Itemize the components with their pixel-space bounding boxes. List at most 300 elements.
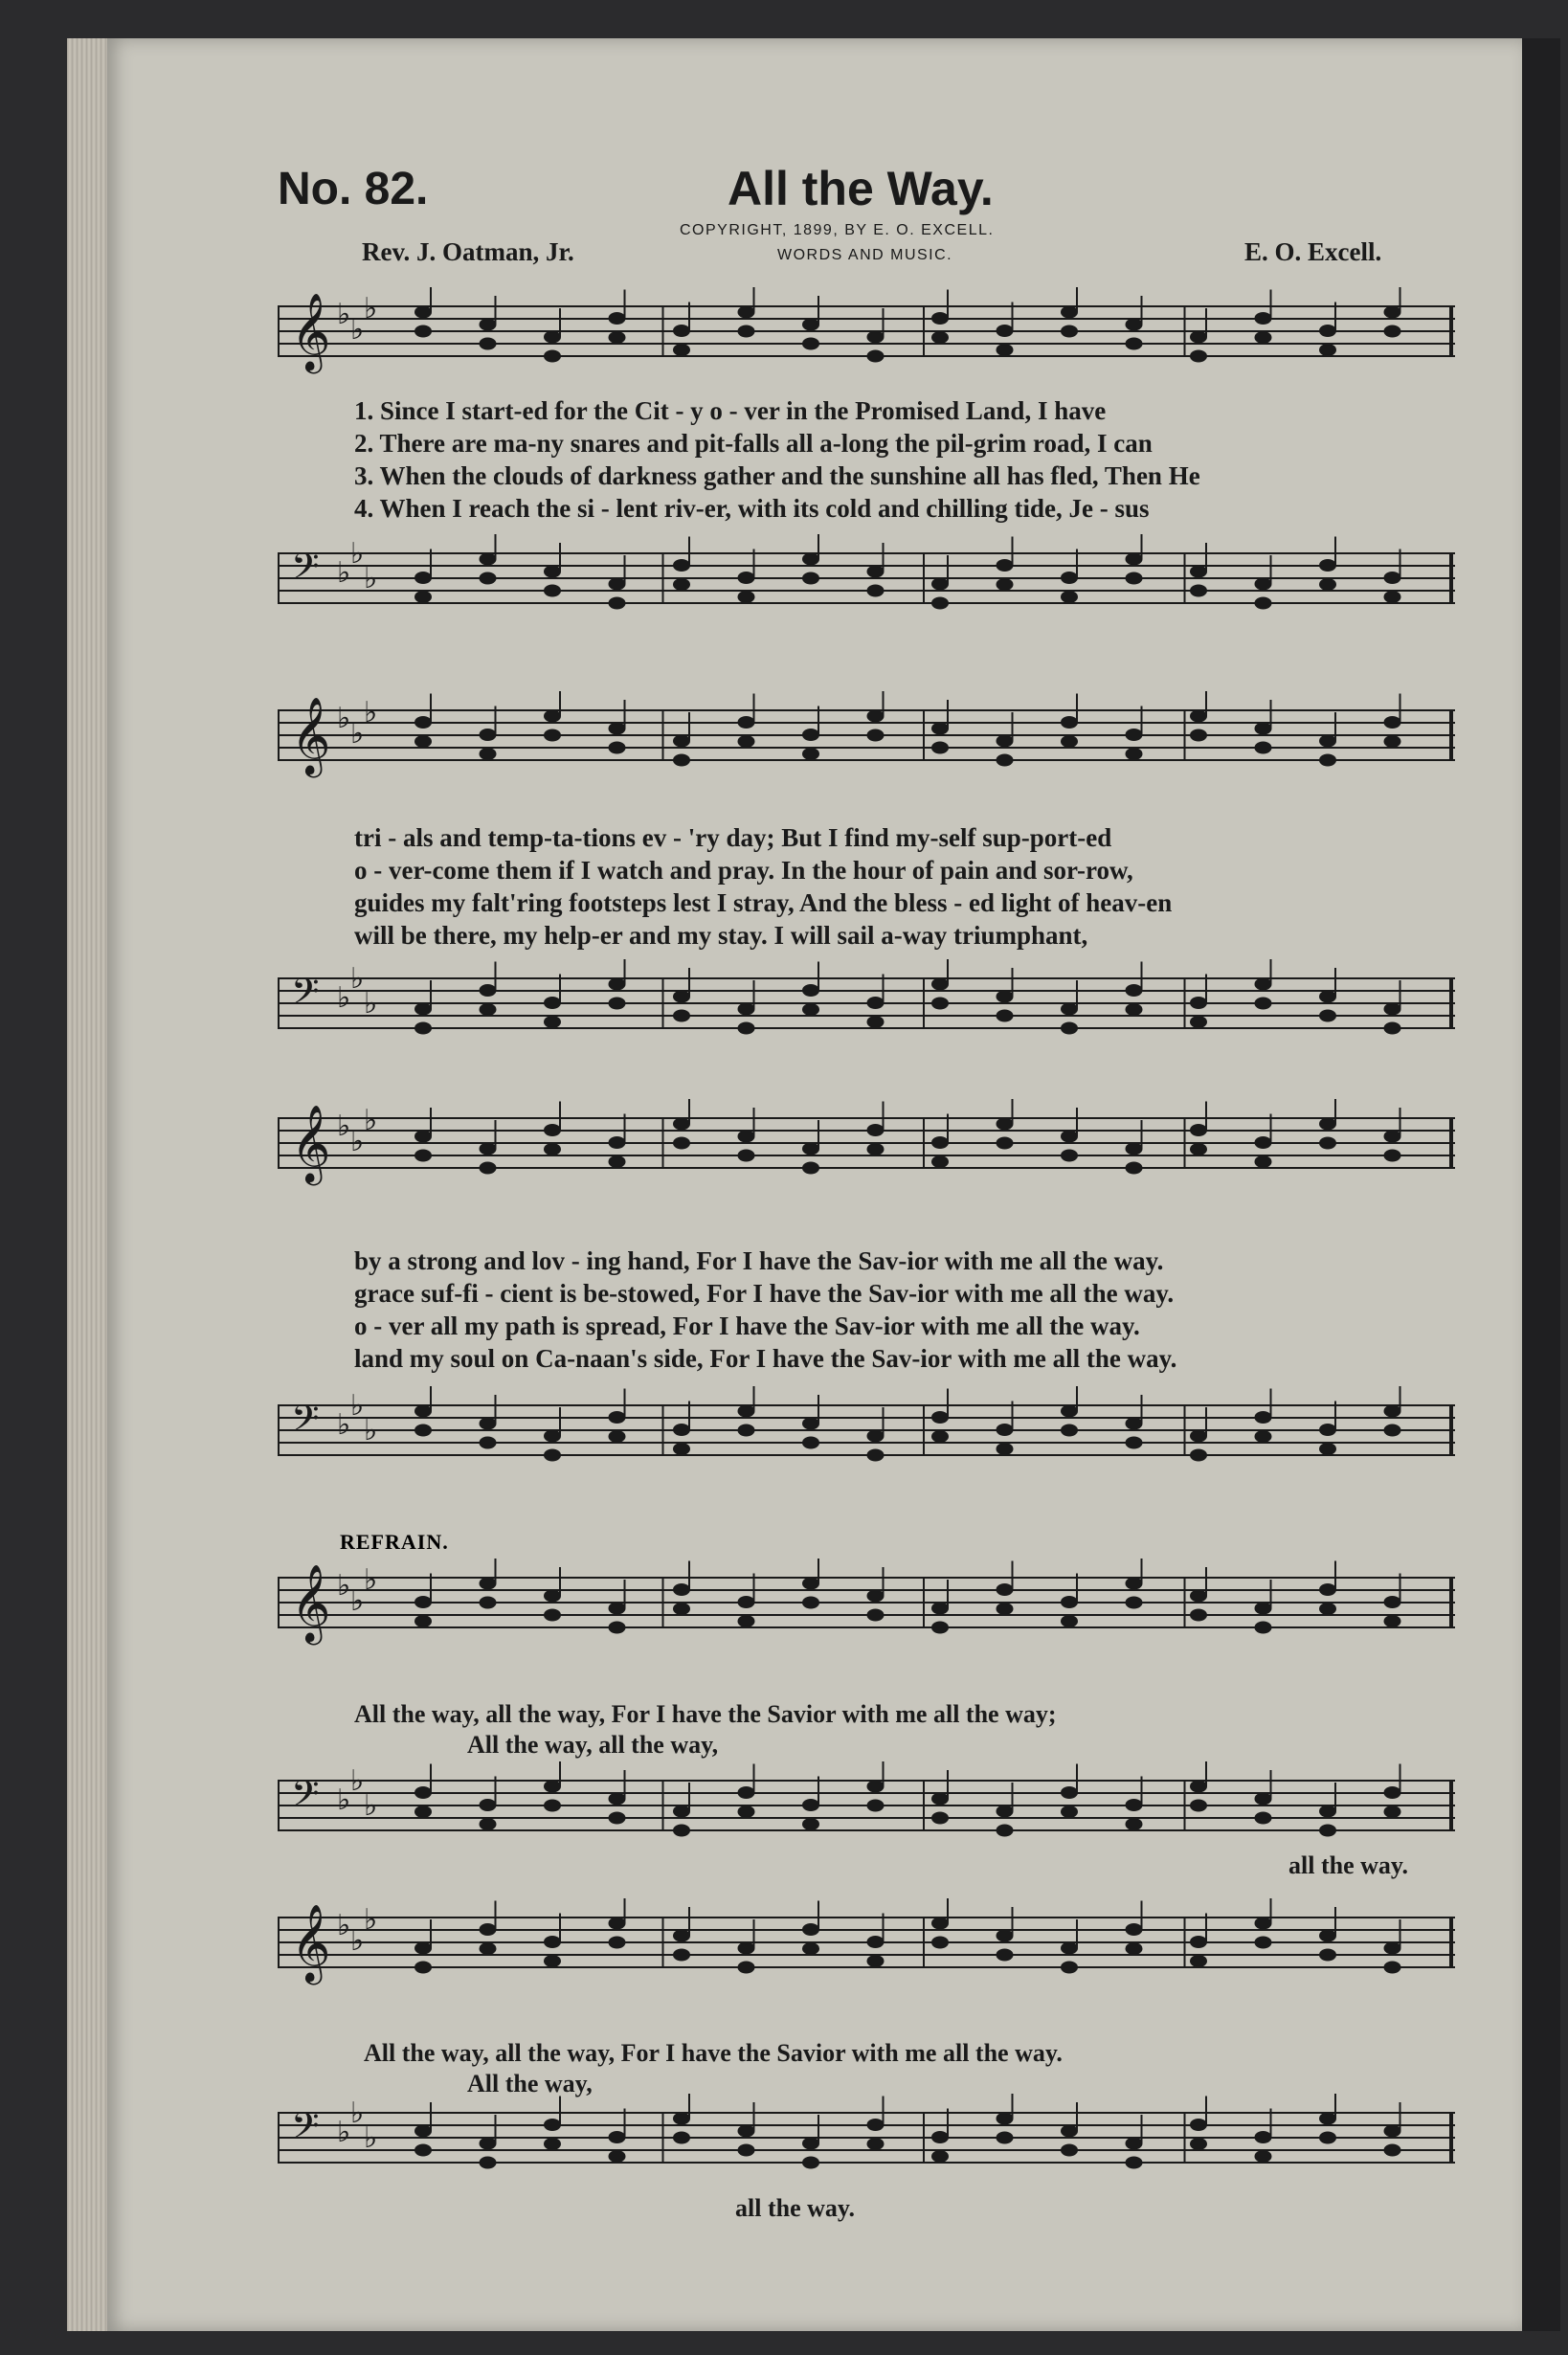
note-head bbox=[544, 350, 561, 363]
note-head bbox=[1190, 1143, 1207, 1155]
treble-clef-icon: 𝄞 bbox=[291, 1104, 331, 1182]
note-head bbox=[1384, 1150, 1401, 1162]
treble-staff bbox=[278, 1898, 1455, 1994]
note-head bbox=[1061, 1962, 1078, 1974]
note-head bbox=[673, 1603, 690, 1615]
note-head bbox=[673, 2113, 690, 2125]
note-head bbox=[609, 1918, 626, 1930]
note-head bbox=[997, 1930, 1014, 1942]
note-head bbox=[1126, 1923, 1143, 1936]
note-head bbox=[1255, 1411, 1272, 1424]
note-head bbox=[480, 553, 497, 566]
note-head bbox=[738, 2125, 755, 2138]
note-head bbox=[738, 306, 755, 319]
note-head bbox=[1319, 578, 1336, 591]
note-head bbox=[867, 350, 885, 363]
flat-icon: ♭ bbox=[350, 537, 365, 571]
flat-icon: ♭ bbox=[364, 696, 378, 729]
note-head bbox=[480, 1578, 497, 1590]
note-head bbox=[1319, 325, 1336, 337]
copyright-words-music: WORDS AND MUSIC. bbox=[777, 247, 953, 263]
note-head bbox=[673, 1443, 690, 1455]
note-head bbox=[673, 991, 690, 1003]
note-head bbox=[1061, 1942, 1078, 1955]
note-head bbox=[1319, 735, 1336, 748]
note-head bbox=[480, 1162, 497, 1175]
note-head bbox=[1126, 984, 1143, 997]
note-head bbox=[673, 2132, 690, 2144]
note-head bbox=[673, 559, 690, 572]
note-head bbox=[1255, 597, 1272, 610]
note-head bbox=[414, 1003, 432, 1016]
note-head bbox=[867, 997, 885, 1009]
note-head bbox=[1384, 1942, 1401, 1955]
note-head bbox=[738, 735, 755, 748]
verse-line: tri - als and temp-ta-tions ev - 'ry day; But I find my-self sup-port-ed bbox=[354, 823, 1112, 852]
book-spine-shadow bbox=[1522, 38, 1560, 2331]
note-head bbox=[997, 325, 1014, 337]
hymn-author: Rev. J. Oatman, Jr. bbox=[362, 237, 574, 266]
note-head bbox=[414, 1615, 432, 1627]
note-head bbox=[802, 1942, 819, 1955]
note-head bbox=[1319, 1806, 1336, 1818]
note-head bbox=[673, 1949, 690, 1962]
flat-icon: ♭ bbox=[337, 1408, 351, 1442]
note-head bbox=[1190, 997, 1207, 1009]
note-head bbox=[1255, 1136, 1272, 1149]
note-head bbox=[1190, 1124, 1207, 1136]
verse-line: 4. When I reach the si - lent riv-er, with its cold and chilling tide, Je - sus bbox=[354, 494, 1150, 523]
note-head bbox=[867, 2138, 885, 2150]
note-head bbox=[1384, 1596, 1401, 1608]
note-head bbox=[414, 1596, 432, 1608]
flat-icon: ♭ bbox=[350, 2097, 365, 2130]
note-head bbox=[1126, 572, 1143, 585]
note-head bbox=[802, 338, 819, 350]
note-head bbox=[414, 1424, 432, 1437]
note-head bbox=[802, 319, 819, 331]
note-head bbox=[414, 1405, 432, 1418]
note-head bbox=[931, 2150, 949, 2163]
note-head bbox=[1126, 1437, 1143, 1449]
flat-icon: ♭ bbox=[364, 1789, 378, 1823]
verse-line: by a strong and lov - ing hand, For I have the Sav-ior with me all the way. bbox=[354, 1246, 1164, 1275]
note-head bbox=[609, 1603, 626, 1615]
note-head bbox=[673, 1825, 690, 1837]
note-head bbox=[414, 1786, 432, 1799]
bass-staff bbox=[278, 1761, 1455, 1857]
note-head bbox=[1061, 1786, 1078, 1799]
note-head bbox=[867, 2119, 885, 2131]
note-head bbox=[609, 1622, 626, 1634]
hymn-composer: E. O. Excell. bbox=[1244, 237, 1382, 266]
refrain-lyric-alto: All the way, all the way, bbox=[467, 1731, 719, 1759]
note-head bbox=[1255, 331, 1272, 344]
note-head bbox=[414, 1806, 432, 1818]
note-head bbox=[738, 1942, 755, 1955]
note-head bbox=[1061, 1405, 1078, 1418]
note-head bbox=[931, 1430, 949, 1443]
treble-staff bbox=[278, 1099, 1455, 1195]
note-head bbox=[867, 710, 885, 723]
note-head bbox=[1190, 585, 1207, 597]
note-head bbox=[1384, 572, 1401, 584]
note-head bbox=[1255, 1430, 1272, 1443]
treble-clef-icon: 𝄞 bbox=[291, 1563, 331, 1642]
flat-icon: ♭ bbox=[364, 987, 378, 1020]
verse-line: 1. Since I start-ed for the Cit - y o - ver in the Promised Land, I have bbox=[354, 396, 1107, 425]
note-head bbox=[997, 1424, 1014, 1436]
note-head bbox=[802, 1437, 819, 1449]
flat-icon: ♭ bbox=[364, 1563, 378, 1597]
note-head bbox=[609, 1411, 626, 1424]
note-head bbox=[1319, 1443, 1336, 1455]
note-head bbox=[544, 710, 561, 723]
note-head bbox=[1255, 1812, 1272, 1825]
note-head bbox=[1319, 1930, 1336, 1942]
note-head bbox=[544, 331, 561, 344]
note-head bbox=[931, 1603, 949, 1615]
note-head bbox=[1319, 1603, 1336, 1615]
note-head bbox=[544, 1800, 561, 1812]
note-head bbox=[1190, 1590, 1207, 1603]
note-head bbox=[738, 325, 755, 338]
verse-line: grace suf-fi - cient is be-stowed, For I have the Sav-ior with me all the way. bbox=[354, 1279, 1175, 1308]
note-head bbox=[544, 1124, 561, 1136]
note-head bbox=[997, 1806, 1014, 1818]
note-head bbox=[673, 1424, 690, 1436]
note-head bbox=[1384, 1003, 1401, 1016]
flat-icon: ♭ bbox=[364, 2121, 378, 2155]
bass-clef-icon: 𝄢 bbox=[291, 1397, 320, 1448]
note-head bbox=[1384, 306, 1401, 319]
note-head bbox=[802, 1923, 819, 1936]
note-head bbox=[1061, 735, 1078, 748]
music-system-2 bbox=[278, 682, 1455, 1065]
note-head bbox=[480, 1597, 497, 1609]
note-head bbox=[997, 1118, 1014, 1131]
note-head bbox=[1319, 1137, 1336, 1150]
note-head bbox=[867, 1016, 885, 1028]
note-head bbox=[609, 998, 626, 1010]
note-head bbox=[1190, 331, 1207, 344]
note-head bbox=[609, 312, 626, 325]
note-head bbox=[480, 1942, 497, 1955]
note-head bbox=[673, 1010, 690, 1022]
note-head bbox=[673, 325, 690, 337]
note-head bbox=[1190, 2138, 1207, 2150]
note-head bbox=[1126, 1799, 1143, 1811]
note-head bbox=[414, 2125, 432, 2138]
treble-clef-icon: 𝄞 bbox=[291, 1903, 331, 1982]
note-head bbox=[738, 1131, 755, 1143]
music-system-3 bbox=[278, 1089, 1455, 1501]
verse-line: guides my falt'ring footsteps lest I stray, And the bless - ed light of heav-en bbox=[354, 888, 1173, 917]
note-head bbox=[802, 1143, 819, 1155]
note-head bbox=[867, 1449, 885, 1462]
flat-icon: ♭ bbox=[350, 1584, 365, 1618]
flat-icon: ♭ bbox=[350, 962, 365, 996]
flat-icon: ♭ bbox=[337, 1909, 351, 1942]
note-head bbox=[931, 978, 949, 991]
note-head bbox=[414, 1942, 432, 1955]
note-head bbox=[931, 998, 949, 1010]
note-head bbox=[414, 591, 432, 603]
bass-staff bbox=[278, 1386, 1455, 1482]
note-head bbox=[1319, 1825, 1336, 1837]
note-head bbox=[480, 1437, 497, 1449]
note-head bbox=[1061, 325, 1078, 338]
verse-line: o - ver all my path is spread, For I have the Sav-ior with me all the way. bbox=[354, 1312, 1140, 1340]
note-head bbox=[414, 1131, 432, 1143]
note-head bbox=[673, 1930, 690, 1942]
flat-icon: ♭ bbox=[364, 1104, 378, 1137]
bass-clef-icon: 𝄢 bbox=[291, 2104, 320, 2156]
note-head bbox=[1190, 729, 1207, 742]
verse-line: o - ver-come them if I watch and pray. In the hour of pain and sor-row, bbox=[354, 856, 1133, 885]
note-head bbox=[931, 1812, 949, 1825]
note-head bbox=[802, 1418, 819, 1430]
note-head bbox=[1319, 1583, 1336, 1596]
note-head bbox=[1061, 1022, 1078, 1035]
note-head bbox=[609, 1793, 626, 1806]
note-head bbox=[802, 1578, 819, 1590]
flat-icon: ♭ bbox=[350, 1389, 365, 1423]
note-head bbox=[997, 735, 1014, 748]
flat-icon: ♭ bbox=[364, 1414, 378, 1447]
flat-icon: ♭ bbox=[364, 1903, 378, 1937]
note-head bbox=[544, 2119, 561, 2131]
note-head bbox=[544, 1590, 561, 1603]
note-head bbox=[997, 1010, 1014, 1022]
note-head bbox=[997, 1825, 1014, 1837]
refrain-lyric-bass: all the way. bbox=[1288, 1851, 1408, 1879]
note-head bbox=[738, 1405, 755, 1418]
note-head bbox=[609, 578, 626, 591]
note-head bbox=[931, 331, 949, 344]
refrain-lyric-soprano: All the way, all the way, For I have the Savior with me all the way; bbox=[354, 1700, 1057, 1728]
note-head bbox=[997, 1583, 1014, 1596]
note-head bbox=[414, 735, 432, 748]
note-head bbox=[480, 1799, 497, 1811]
note-head bbox=[1061, 1596, 1078, 1608]
note-head bbox=[480, 2138, 497, 2150]
note-head bbox=[1319, 1949, 1336, 1962]
note-head bbox=[673, 344, 690, 356]
music-system-1 bbox=[278, 278, 1455, 632]
note-head bbox=[997, 559, 1014, 572]
note-head bbox=[1384, 325, 1401, 338]
note-head bbox=[931, 1411, 949, 1424]
flat-icon: ♭ bbox=[350, 1924, 365, 1958]
note-head bbox=[1061, 1424, 1078, 1437]
bass-staff bbox=[278, 2094, 1455, 2189]
note-head bbox=[738, 1786, 755, 1799]
note-head bbox=[802, 729, 819, 741]
note-head bbox=[544, 997, 561, 1009]
note-head bbox=[931, 1155, 949, 1168]
note-head bbox=[867, 1936, 885, 1948]
note-head bbox=[1255, 998, 1272, 1010]
refrain-lyric-alto: All the way, bbox=[467, 2070, 593, 2097]
note-head bbox=[414, 306, 432, 319]
flat-icon: ♭ bbox=[350, 313, 365, 347]
note-head bbox=[738, 2144, 755, 2157]
flat-icon: ♭ bbox=[337, 2116, 351, 2149]
note-head bbox=[1319, 2113, 1336, 2125]
note-head bbox=[738, 1150, 755, 1162]
note-head bbox=[673, 1806, 690, 1818]
flat-icon: ♭ bbox=[337, 556, 351, 590]
note-head bbox=[1255, 1793, 1272, 1806]
note-head bbox=[1126, 1418, 1143, 1430]
note-head bbox=[867, 1781, 885, 1793]
note-head bbox=[738, 716, 755, 729]
flat-icon: ♭ bbox=[364, 292, 378, 325]
note-head bbox=[673, 578, 690, 591]
flat-icon: ♭ bbox=[337, 1569, 351, 1603]
flat-icon: ♭ bbox=[350, 717, 365, 751]
note-head bbox=[609, 742, 626, 754]
note-head bbox=[867, 1590, 885, 1603]
note-head bbox=[738, 572, 755, 584]
note-head bbox=[997, 1443, 1014, 1455]
note-head bbox=[1061, 1131, 1078, 1143]
note-head bbox=[738, 1003, 755, 1016]
note-head bbox=[1190, 2119, 1207, 2131]
treble-staff bbox=[278, 1559, 1455, 1654]
note-head bbox=[1126, 1818, 1143, 1830]
note-head bbox=[1126, 748, 1143, 760]
note-head bbox=[931, 2131, 949, 2143]
note-head bbox=[414, 1962, 432, 1974]
note-head bbox=[1190, 1800, 1207, 1812]
treble-clef-icon: 𝄞 bbox=[291, 292, 331, 370]
note-head bbox=[1319, 754, 1336, 767]
note-head bbox=[1190, 1016, 1207, 1028]
note-head bbox=[867, 729, 885, 742]
note-head bbox=[1190, 1449, 1207, 1462]
note-head bbox=[544, 1781, 561, 1793]
note-head bbox=[1255, 1622, 1272, 1634]
note-head bbox=[1384, 1022, 1401, 1035]
note-head bbox=[802, 984, 819, 997]
note-head bbox=[480, 1003, 497, 1016]
note-head bbox=[1384, 1806, 1401, 1818]
note-head bbox=[1126, 2138, 1143, 2150]
note-head bbox=[544, 1430, 561, 1443]
flat-icon: ♭ bbox=[337, 1110, 351, 1143]
note-head bbox=[1319, 1424, 1336, 1436]
note-head bbox=[480, 338, 497, 350]
note-head bbox=[1126, 1942, 1143, 1955]
note-head bbox=[609, 978, 626, 991]
note-head bbox=[1190, 1609, 1207, 1622]
note-head bbox=[867, 331, 885, 344]
note-head bbox=[802, 1818, 819, 1830]
note-head bbox=[1061, 2125, 1078, 2138]
bass-staff bbox=[278, 959, 1455, 1055]
note-head bbox=[480, 748, 497, 760]
note-head bbox=[802, 2157, 819, 2169]
note-head bbox=[1255, 312, 1272, 325]
note-head bbox=[544, 2138, 561, 2150]
note-head bbox=[609, 2150, 626, 2163]
verse-line: 2. There are ma-ny snares and pit-falls all a-long the pil-grim road, I can bbox=[354, 429, 1153, 458]
note-head bbox=[997, 344, 1014, 356]
note-head bbox=[544, 1936, 561, 1948]
note-head bbox=[480, 572, 497, 585]
note-head bbox=[480, 984, 497, 997]
note-head bbox=[1384, 1962, 1401, 1974]
note-head bbox=[738, 591, 755, 603]
note-head bbox=[1190, 1936, 1207, 1948]
note-head bbox=[1061, 1150, 1078, 1162]
note-head bbox=[1061, 1615, 1078, 1627]
note-head bbox=[544, 566, 561, 578]
treble-staff bbox=[278, 287, 1455, 383]
verse-line: will be there, my help-er and my stay. I will sail a-way triumphant, bbox=[354, 921, 1088, 950]
note-head bbox=[673, 1118, 690, 1131]
note-head bbox=[997, 578, 1014, 591]
note-head bbox=[931, 723, 949, 735]
note-head bbox=[738, 1596, 755, 1608]
note-head bbox=[867, 1609, 885, 1622]
note-head bbox=[931, 1918, 949, 1930]
note-head bbox=[997, 991, 1014, 1003]
hymn-number: No. 82. bbox=[278, 164, 429, 214]
bass-staff bbox=[278, 534, 1455, 630]
note-head bbox=[1384, 1405, 1401, 1418]
note-head bbox=[609, 1812, 626, 1825]
note-head bbox=[609, 597, 626, 610]
flat-icon: ♭ bbox=[337, 1783, 351, 1817]
note-head bbox=[1384, 591, 1401, 603]
treble-clef-icon: 𝄞 bbox=[291, 696, 331, 774]
note-head bbox=[738, 1615, 755, 1627]
note-head bbox=[802, 553, 819, 566]
note-head bbox=[609, 1937, 626, 1949]
note-head bbox=[1255, 578, 1272, 591]
note-head bbox=[1126, 319, 1143, 331]
note-head bbox=[480, 1418, 497, 1430]
note-head bbox=[931, 1937, 949, 1949]
note-head bbox=[1384, 1424, 1401, 1437]
note-head bbox=[414, 2144, 432, 2157]
note-head bbox=[1126, 1162, 1143, 1175]
note-head bbox=[544, 1143, 561, 1155]
note-head bbox=[997, 754, 1014, 767]
note-head bbox=[673, 1137, 690, 1150]
note-head bbox=[1384, 735, 1401, 748]
note-head bbox=[1255, 1918, 1272, 1930]
note-head bbox=[867, 1124, 885, 1136]
note-head bbox=[931, 312, 949, 325]
note-head bbox=[738, 1962, 755, 1974]
refrain-label: REFRAIN. bbox=[340, 1530, 449, 1554]
bass-clef-icon: 𝄢 bbox=[291, 970, 320, 1021]
bass-clef-icon: 𝄢 bbox=[291, 1772, 320, 1824]
note-head bbox=[480, 2157, 497, 2169]
note-head bbox=[1255, 1155, 1272, 1168]
note-head bbox=[1319, 559, 1336, 572]
note-head bbox=[1319, 1118, 1336, 1131]
note-head bbox=[738, 1806, 755, 1818]
flat-icon: ♭ bbox=[337, 702, 351, 735]
note-head bbox=[609, 331, 626, 344]
note-head bbox=[867, 1800, 885, 1812]
note-head bbox=[414, 1022, 432, 1035]
